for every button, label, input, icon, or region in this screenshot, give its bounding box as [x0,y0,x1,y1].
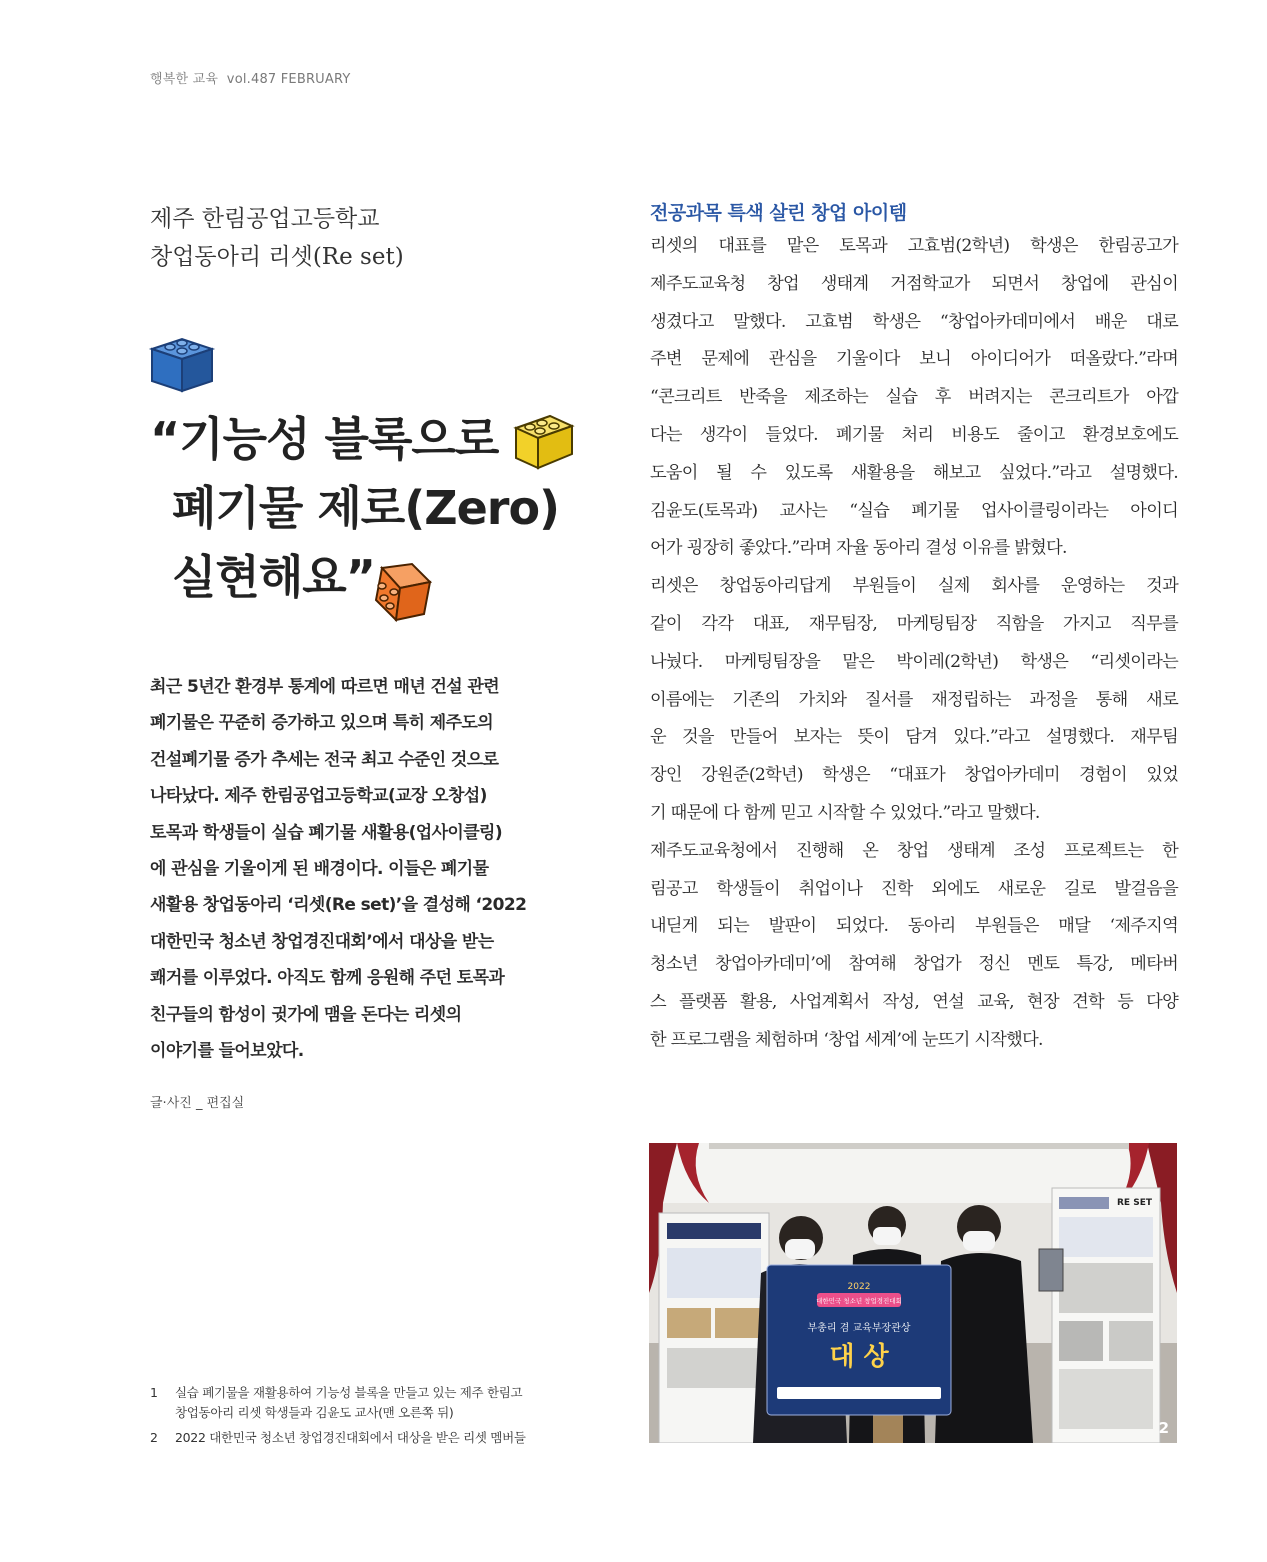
intro-line: 건설폐기물 증가 추세는 전국 최고 수준인 것으로 [150,749,499,770]
body-line: 리셋은 창업동아리답게 부원들이 실제 회사를 운영하는 것과 [650,576,1178,597]
article-body [650,228,1178,1060]
intro-line: 친구들의 함성이 귓가에 맴을 돈다는 리셋의 [150,1004,462,1025]
intro-paragraph [150,669,550,1069]
intro-line: 쾌거를 이루었다. 아직도 함께 응원해 주던 토목과 [150,968,505,989]
body-line: 어가 굉장히 좋았다.”라며 자율 동아리 결성 이유를 밝혔다. [650,538,1067,559]
subtitle-line: 제주 한림공업고등학교 [150,206,380,232]
blue-lego-block-icon [148,335,216,393]
byline: 글·사진 _ 편집실 [150,1096,245,1111]
body-line: 제주도교육청에서 진행해 온 창업 생태계 조성 프로젝트는 한 [650,840,1178,861]
body-line: 나눴다. 마케팅팀장을 맡은 박이레(2학년) 학생은 “리셋이라는 [650,651,1178,672]
caption-item [150,1383,526,1423]
body-line: 주변 문제에 관심을 기울이다 보니 아이디어가 떠올랐다.”라며 [650,349,1178,370]
section-heading: 전공과목 특색 살린 창업 아이템 [650,202,907,224]
issue-label: vol.487 FEBRUARY [226,72,351,87]
intro-line: 대한민국 청소년 창업경진대회’에서 대상을 받는 [150,931,494,952]
body-line: 청소년 창업아카데미’에 참여해 창업가 정신 멘토 특강, 메타버 [650,954,1178,975]
body-line: “콘크리트 반죽을 제조하는 실습 후 버려지는 콘크리트가 아깝 [650,387,1178,408]
intro-line: 에 관심을 기울이게 된 배경이다. 이들은 폐기물 [150,859,489,880]
caption-number: 1 [150,1385,158,1400]
headline-line: 폐기물 제로(Zero) [172,481,560,535]
photo-number: 2 [1158,1419,1169,1437]
article-headline [150,405,559,612]
intro-line: 폐기물은 꾸준히 증가하고 있으며 특히 제주도의 [150,713,494,734]
body-line: 제주도교육청 창업 생태계 거점학교가 되면서 창업에 관심이 [650,273,1178,294]
poster-logo: RE SET [1117,1198,1152,1208]
subtitle-line: 창업동아리 리셋(Re set) [150,244,404,270]
intro-line: 새활용 창업동아리 ‘리셋(Re set)’을 결성해 ‘2022 [150,895,527,916]
body-line: 내딛게 되는 발판이 되었다. 동아리 부원들은 매달 ‘제주지역 [650,916,1178,937]
article-subtitle [150,200,404,276]
caption-line: 2022 대한민국 청소년 창업경진대회에서 대상을 받은 리셋 멤버들 [175,1430,526,1445]
body-line: 스 플랫폼 활용, 사업계획서 작성, 연설 교육, 현장 견학 등 다양 [650,991,1178,1012]
award-photo [649,1143,1177,1443]
body-line: 생겼다고 말했다. 고효범 학생은 “창업아카데미에서 배운 대로 [650,311,1178,332]
body-line: 같이 각각 대표, 재무팀장, 마케팅팀장 직함을 가지고 직무를 [650,613,1178,634]
body-line: 김윤도(토목과) 교사는 “실습 폐기물 업사이클링이라는 아이디 [650,500,1178,521]
orange-lego-block-icon [368,560,434,626]
intro-line: 이야기를 들어보았다. [150,1041,304,1062]
running-header [150,68,351,87]
body-line: 리셋의 대표를 맡은 토목과 고효범(2학년) 학생은 한림공고가 [650,236,1178,256]
headline-line: “기능성 블록으로 [150,412,499,466]
caption-item [150,1428,526,1448]
body-line: 장인 강원준(2학년) 학생은 “대표가 창업아카데미 경험이 있었 [650,765,1178,786]
banner-event: 대한민국 청소년 창업경진대회 [816,1297,902,1305]
intro-line: 최근 5년간 환경부 통계에 따르면 매년 건설 관련 [150,677,500,697]
caption-text [175,1428,526,1448]
award-photo-illustration [649,1143,1177,1443]
caption-text [175,1383,522,1423]
caption-number: 2 [150,1430,158,1445]
yellow-lego-block-icon [512,410,576,472]
intro-line: 나타났다. 제주 한림공업고등학교(교장 오창섭) [150,786,487,807]
body-line: 림공고 학생들이 취업이나 진학 외에도 새로운 길로 발걸음을 [650,878,1178,899]
banner-award: 부총리 겸 교육부장관상 [807,1323,911,1334]
headline-line: 실현해요” [172,550,375,604]
body-line: 기 때문에 다 함께 믿고 시작할 수 있었다.”라고 말했다. [650,802,1040,823]
body-line: 다는 생각이 들었다. 폐기물 처리 비용도 줄이고 환경보호에도 [650,424,1178,445]
caption-line: 실습 폐기물을 재활용하여 기능성 블록을 만들고 있는 제주 한림고 [175,1385,523,1400]
body-line: 도움이 될 수 있도록 새활용을 해보고 싶었다.”라고 설명했다. [650,462,1178,483]
caption-line: 창업동아리 리셋 학생들과 김윤도 교사(맨 오른쪽 뒤) [175,1405,454,1420]
photo-captions [150,1383,526,1453]
banner-year: 2022 [847,1282,871,1292]
body-line: 이름에는 기존의 가치와 질서를 재정립하는 과정을 통해 새로 [650,689,1178,710]
body-line: 한 프로그램을 체험하며 ‘창업 세계’에 눈뜨기 시작했다. [650,1029,1043,1050]
body-line: 운 것을 만들어 보자는 뜻이 담겨 있다.”라고 설명했다. 재무팀 [650,727,1178,748]
magazine-name: 행복한 교육 [150,72,219,87]
banner-prize: 대 상 [829,1342,889,1372]
intro-line: 토목과 학생들이 실습 폐기물 새활용(업사이클링) [150,822,503,843]
